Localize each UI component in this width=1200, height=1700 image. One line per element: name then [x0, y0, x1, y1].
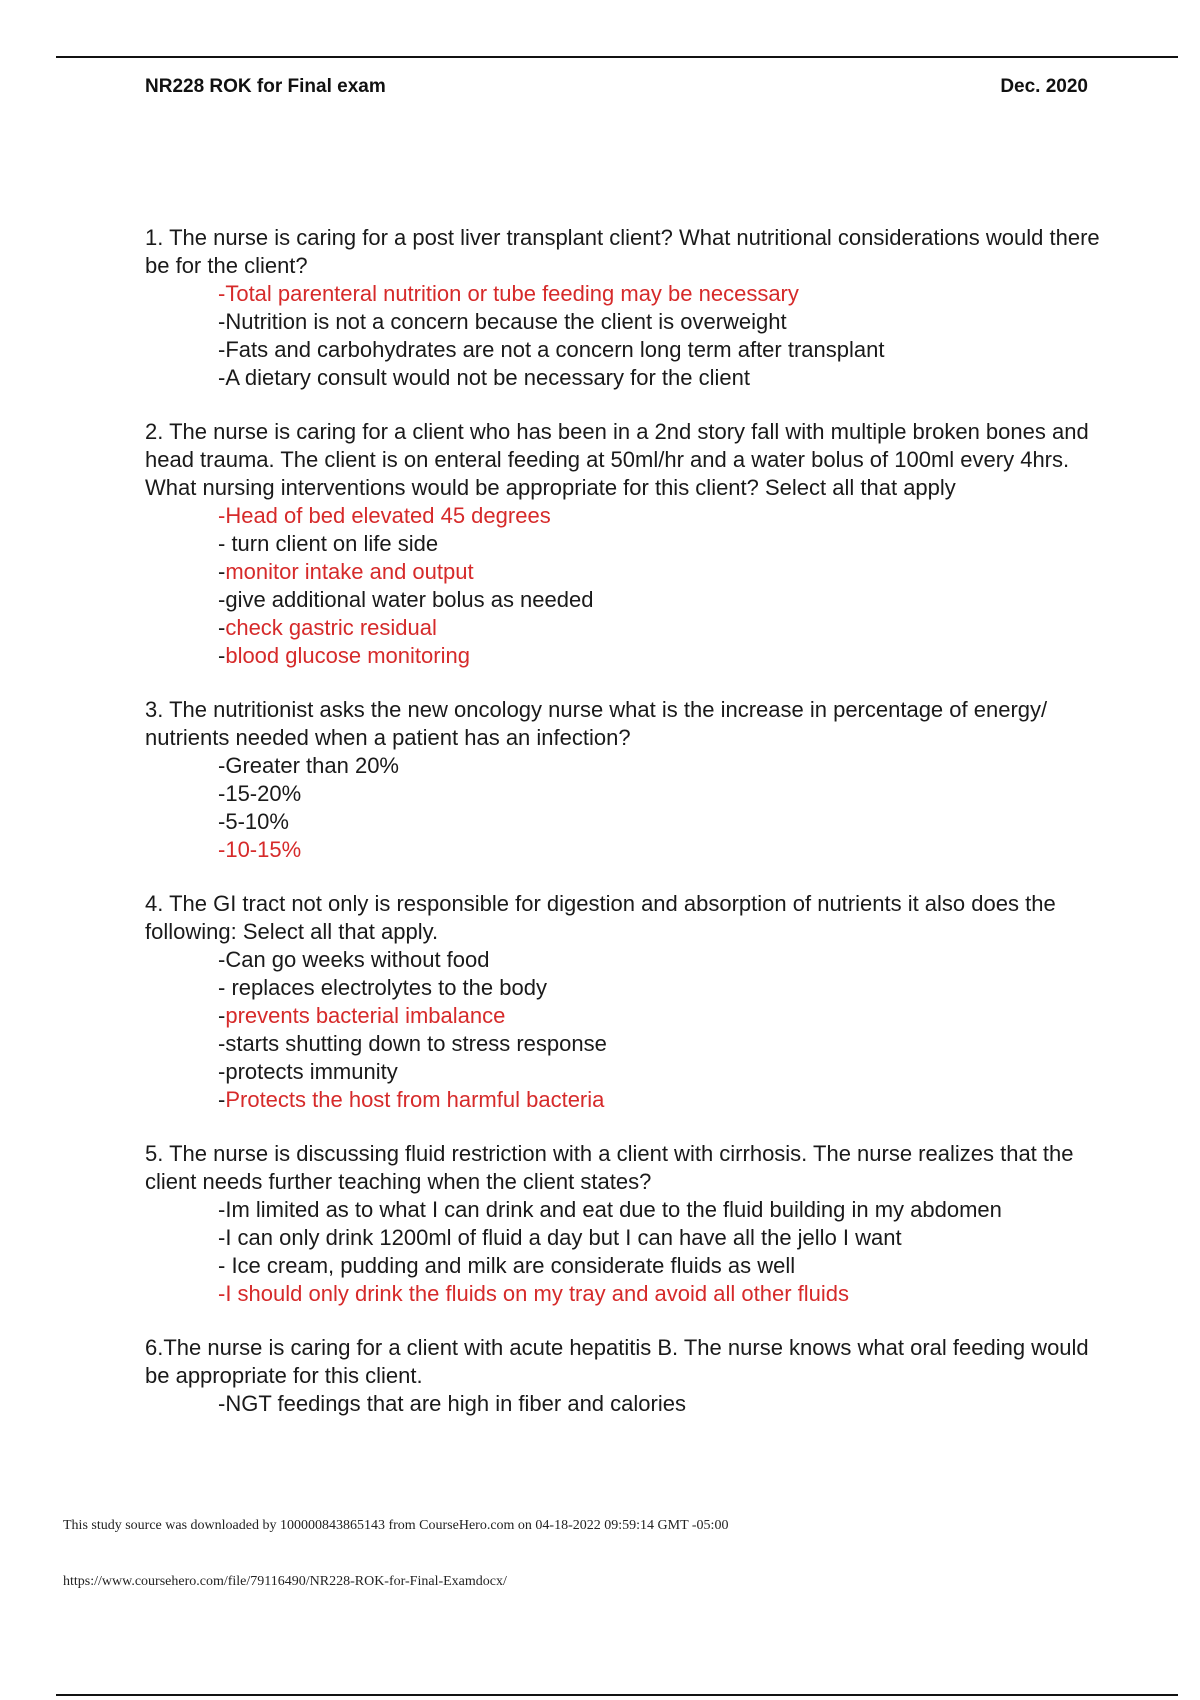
answer-option: -monitor intake and output — [218, 559, 474, 584]
download-note: This study source was downloaded by 100000843865143 from CourseHero.com on 04-18-2022 09:59:14 GMT -05:00 — [63, 1518, 729, 1533]
question-5 — [145, 1140, 1105, 1308]
answer-option: -prevents bacterial imbalance — [218, 1003, 506, 1028]
question-list — [145, 224, 1105, 1444]
page-header — [145, 76, 1088, 98]
answer-option: -Can go weeks without food — [218, 947, 490, 972]
document-date: Dec. 2020 — [1000, 76, 1088, 97]
question-text: 1. The nurse is caring for a post liver transplant client? What nutritional considerations would there be for the client? — [145, 225, 1100, 278]
question-1 — [145, 224, 1105, 392]
answer-option: -Greater than 20% — [218, 753, 399, 778]
answer-option: -Nutrition is not a concern because the client is overweight — [218, 309, 787, 334]
answer-option: -NGT feedings that are high in fiber and calories — [218, 1391, 686, 1416]
answer-option: -10-15% — [218, 837, 302, 862]
answer-option: -I can only drink 1200ml of fluid a day but I can have all the jello I want — [218, 1225, 902, 1250]
question-text: 3. The nutritionist asks the new oncology nurse what is the increase in percentage of energy/ nutrients needed when a patient has an infection? — [145, 697, 1048, 750]
answer-option: -A dietary consult would not be necessary for the client — [218, 365, 750, 390]
question-3 — [145, 696, 1105, 864]
question-text: 4. The GI tract not only is responsible for digestion and absorption of nutrients it also does the following: Select all that apply. — [145, 891, 1056, 944]
answer-option: -5-10% — [218, 809, 289, 834]
answer-option: -I should only drink the fluids on my tray and avoid all other fluids — [218, 1281, 849, 1306]
top-rule — [56, 56, 1178, 58]
answer-option: - replaces electrolytes to the body — [218, 975, 547, 1000]
document-title: NR228 ROK for Final exam — [145, 76, 386, 97]
answer-option: - turn client on life side — [218, 531, 439, 556]
question-6 — [145, 1334, 1105, 1418]
question-text: 2. The nurse is caring for a client who has been in a 2nd story fall with multiple broken bones and head trauma. The client is on enteral feeding at 50ml/hr and a water bolus of 100ml every 4hrs. What nursing interventions would be appropriate for this client? Select all that apply — [145, 419, 1089, 500]
bottom-rule — [56, 1694, 1178, 1696]
answer-option: -give additional water bolus as needed — [218, 587, 594, 612]
answer-option: -blood glucose monitoring — [218, 643, 470, 668]
answer-option: -protects immunity — [218, 1059, 398, 1084]
answer-option: -starts shutting down to stress response — [218, 1031, 607, 1056]
answer-option: -Head of bed elevated 45 degrees — [218, 503, 551, 528]
question-text: 5. The nurse is discussing fluid restriction with a client with cirrhosis. The nurse realizes that the client needs further teaching when the client states? — [145, 1141, 1074, 1194]
answer-option: -Protects the host from harmful bacteria — [218, 1087, 605, 1112]
source-url: https://www.coursehero.com/file/79116490/NR228-ROK-for-Final-Examdocx/ — [63, 1574, 507, 1589]
answer-option: -Im limited as to what I can drink and eat due to the fluid building in my abdomen — [218, 1197, 1002, 1222]
question-2 — [145, 418, 1105, 670]
question-text: 6.The nurse is caring for a client with acute hepatitis B. The nurse knows what oral feeding would be appropriate for this client. — [145, 1335, 1089, 1388]
answer-option: - Ice cream, pudding and milk are considerate fluids as well — [218, 1253, 796, 1278]
question-4 — [145, 890, 1105, 1114]
answer-option: -check gastric residual — [218, 615, 437, 640]
answer-option: -Total parenteral nutrition or tube feeding may be necessary — [218, 281, 799, 306]
answer-option: -15-20% — [218, 781, 302, 806]
answer-option: -Fats and carbohydrates are not a concern long term after transplant — [218, 337, 885, 362]
